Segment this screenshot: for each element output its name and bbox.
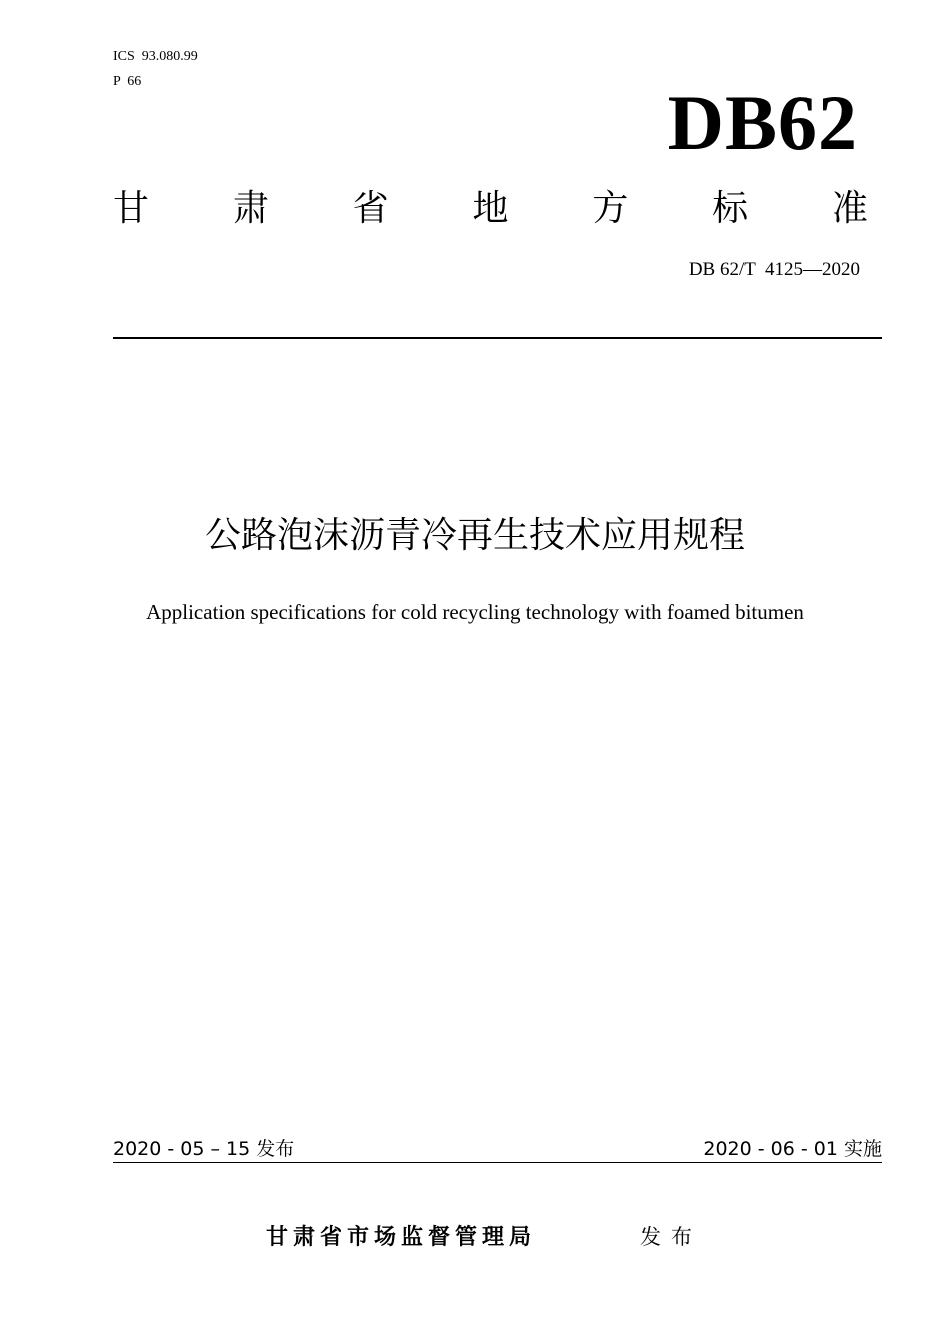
standard-type-char: 准	[831, 188, 868, 229]
issuing-authority: 甘肃省市场监督管理局	[266, 1225, 537, 1250]
standard-type-char: 肃	[232, 188, 269, 229]
ics-code: ICS 93.080.99	[113, 49, 198, 64]
bottom-divider	[113, 1162, 882, 1163]
issue-label: 发布	[640, 1225, 702, 1249]
ccs-code: P 66	[113, 74, 142, 89]
top-divider	[113, 337, 882, 339]
document-title-english: Application specifications for cold recycling technology with foamed bitumen	[146, 600, 804, 624]
standard-type-char: 标	[712, 188, 749, 229]
standard-type-heading	[113, 184, 868, 234]
issue-date: 2020 - 05 – 15 发布	[113, 1138, 295, 1160]
db-logo: DB62	[667, 79, 858, 166]
document-title-chinese: 公路泡沫沥青冷再生技术应用规程	[204, 515, 745, 556]
implementation-date: 2020 - 06 - 01 实施	[703, 1138, 882, 1160]
standard-type-char: 甘	[113, 188, 150, 229]
standard-type-char: 地	[472, 188, 509, 229]
standard-number: DB 62/T 4125—2020	[688, 259, 860, 280]
standard-type-char: 省	[352, 188, 389, 229]
standard-type-char: 方	[592, 188, 629, 229]
